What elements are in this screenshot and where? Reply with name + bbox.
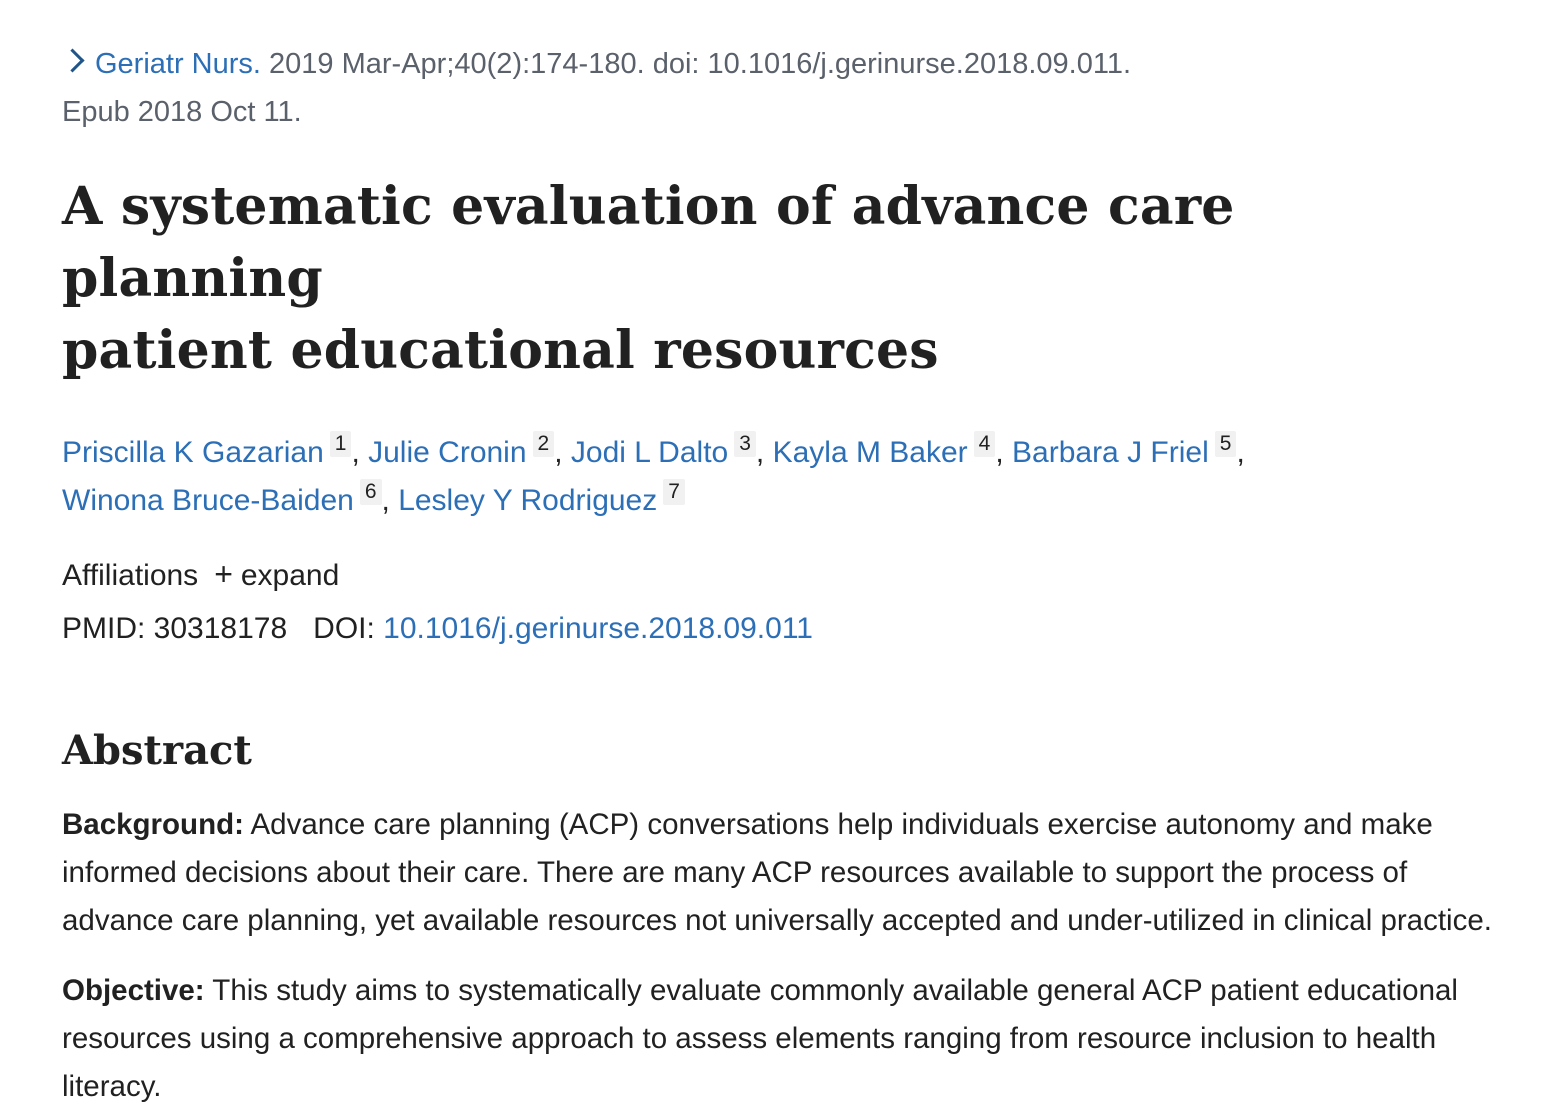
doi-link[interactable]: 10.1016/j.gerinurse.2018.09.011 <box>383 612 813 645</box>
abstract-heading: Abstract <box>62 727 252 774</box>
abstract-section-label: Objective: <box>62 974 205 1007</box>
journal-link[interactable]: Geriatr Nurs. <box>95 48 261 80</box>
author-link[interactable]: Julie Cronin <box>368 436 527 469</box>
abstract-section-text: This study aims to systematically evaluate commonly available general ACP patient educational resources using a comprehensive approach to assess elements ranging from resource inclusion to health literacy. <box>62 974 1458 1103</box>
expand-label: expand <box>240 559 340 592</box>
affiliation-number[interactable]: 3 <box>734 431 756 457</box>
plus-icon: + <box>214 556 233 592</box>
page-title <box>62 171 1502 387</box>
author-link[interactable]: Jodi L Dalto <box>570 436 729 469</box>
author-link[interactable]: Winona Bruce-Baiden <box>62 484 354 517</box>
title-line-2: patient educational resources <box>62 320 939 381</box>
affiliations-row <box>62 549 1502 601</box>
title-line-1: A systematic evaluation of advance care planning <box>62 176 1235 309</box>
article-page <box>62 40 1502 1111</box>
author-link[interactable]: Priscilla K Gazarian <box>62 436 324 469</box>
abstract-section-label: Background: <box>62 808 244 841</box>
pmid-value: 30318178 <box>153 612 288 645</box>
identifiers-row <box>62 601 1502 657</box>
affiliations-expand-button[interactable] <box>214 556 340 592</box>
chevron-right-icon[interactable] <box>60 48 84 72</box>
affiliation-number[interactable]: 6 <box>360 479 382 505</box>
abstract-section-text: Advance care planning (ACP) conversations help individuals exercise autonomy and make informed decisions about their care. There are many ACP resources available to support the process of advance care planning, yet available resources not universally accepted and under-utilized in clinical practice. <box>62 808 1492 937</box>
abstract-objective <box>62 967 1502 1111</box>
author-link[interactable]: Lesley Y Rodriguez <box>398 484 658 517</box>
author-list: Priscilla K Gazarian 1 , Julie Cronin 2 , Jodi L Dalto 3 , Kayla M Baker 4 , Barbara J Friel 5 , Winona Bruce-Baiden 6 , Lesley Y Rodriguez 7 <box>62 432 1245 517</box>
doi-label: DOI: <box>313 612 384 645</box>
citation <box>62 40 1502 136</box>
affiliation-number[interactable]: 2 <box>533 431 555 457</box>
affiliation-number[interactable]: 4 <box>974 431 996 457</box>
affiliations-label: Affiliations <box>62 559 199 592</box>
pmid-label: PMID: <box>62 612 154 645</box>
abstract-background <box>62 801 1502 945</box>
affiliation-number[interactable]: 1 <box>330 431 352 457</box>
author-link[interactable]: Kayla M Baker <box>772 436 968 469</box>
affiliation-number[interactable]: 5 <box>1215 431 1237 457</box>
epub-date: Epub 2018 Oct 11. <box>62 96 302 128</box>
author-link[interactable]: Barbara J Friel <box>1012 436 1209 469</box>
affiliation-number[interactable]: 7 <box>663 479 685 505</box>
citation-details: 2019 Mar-Apr;40(2):174-180. doi: 10.1016/j.gerinurse.2018.09.011. <box>260 48 1132 80</box>
